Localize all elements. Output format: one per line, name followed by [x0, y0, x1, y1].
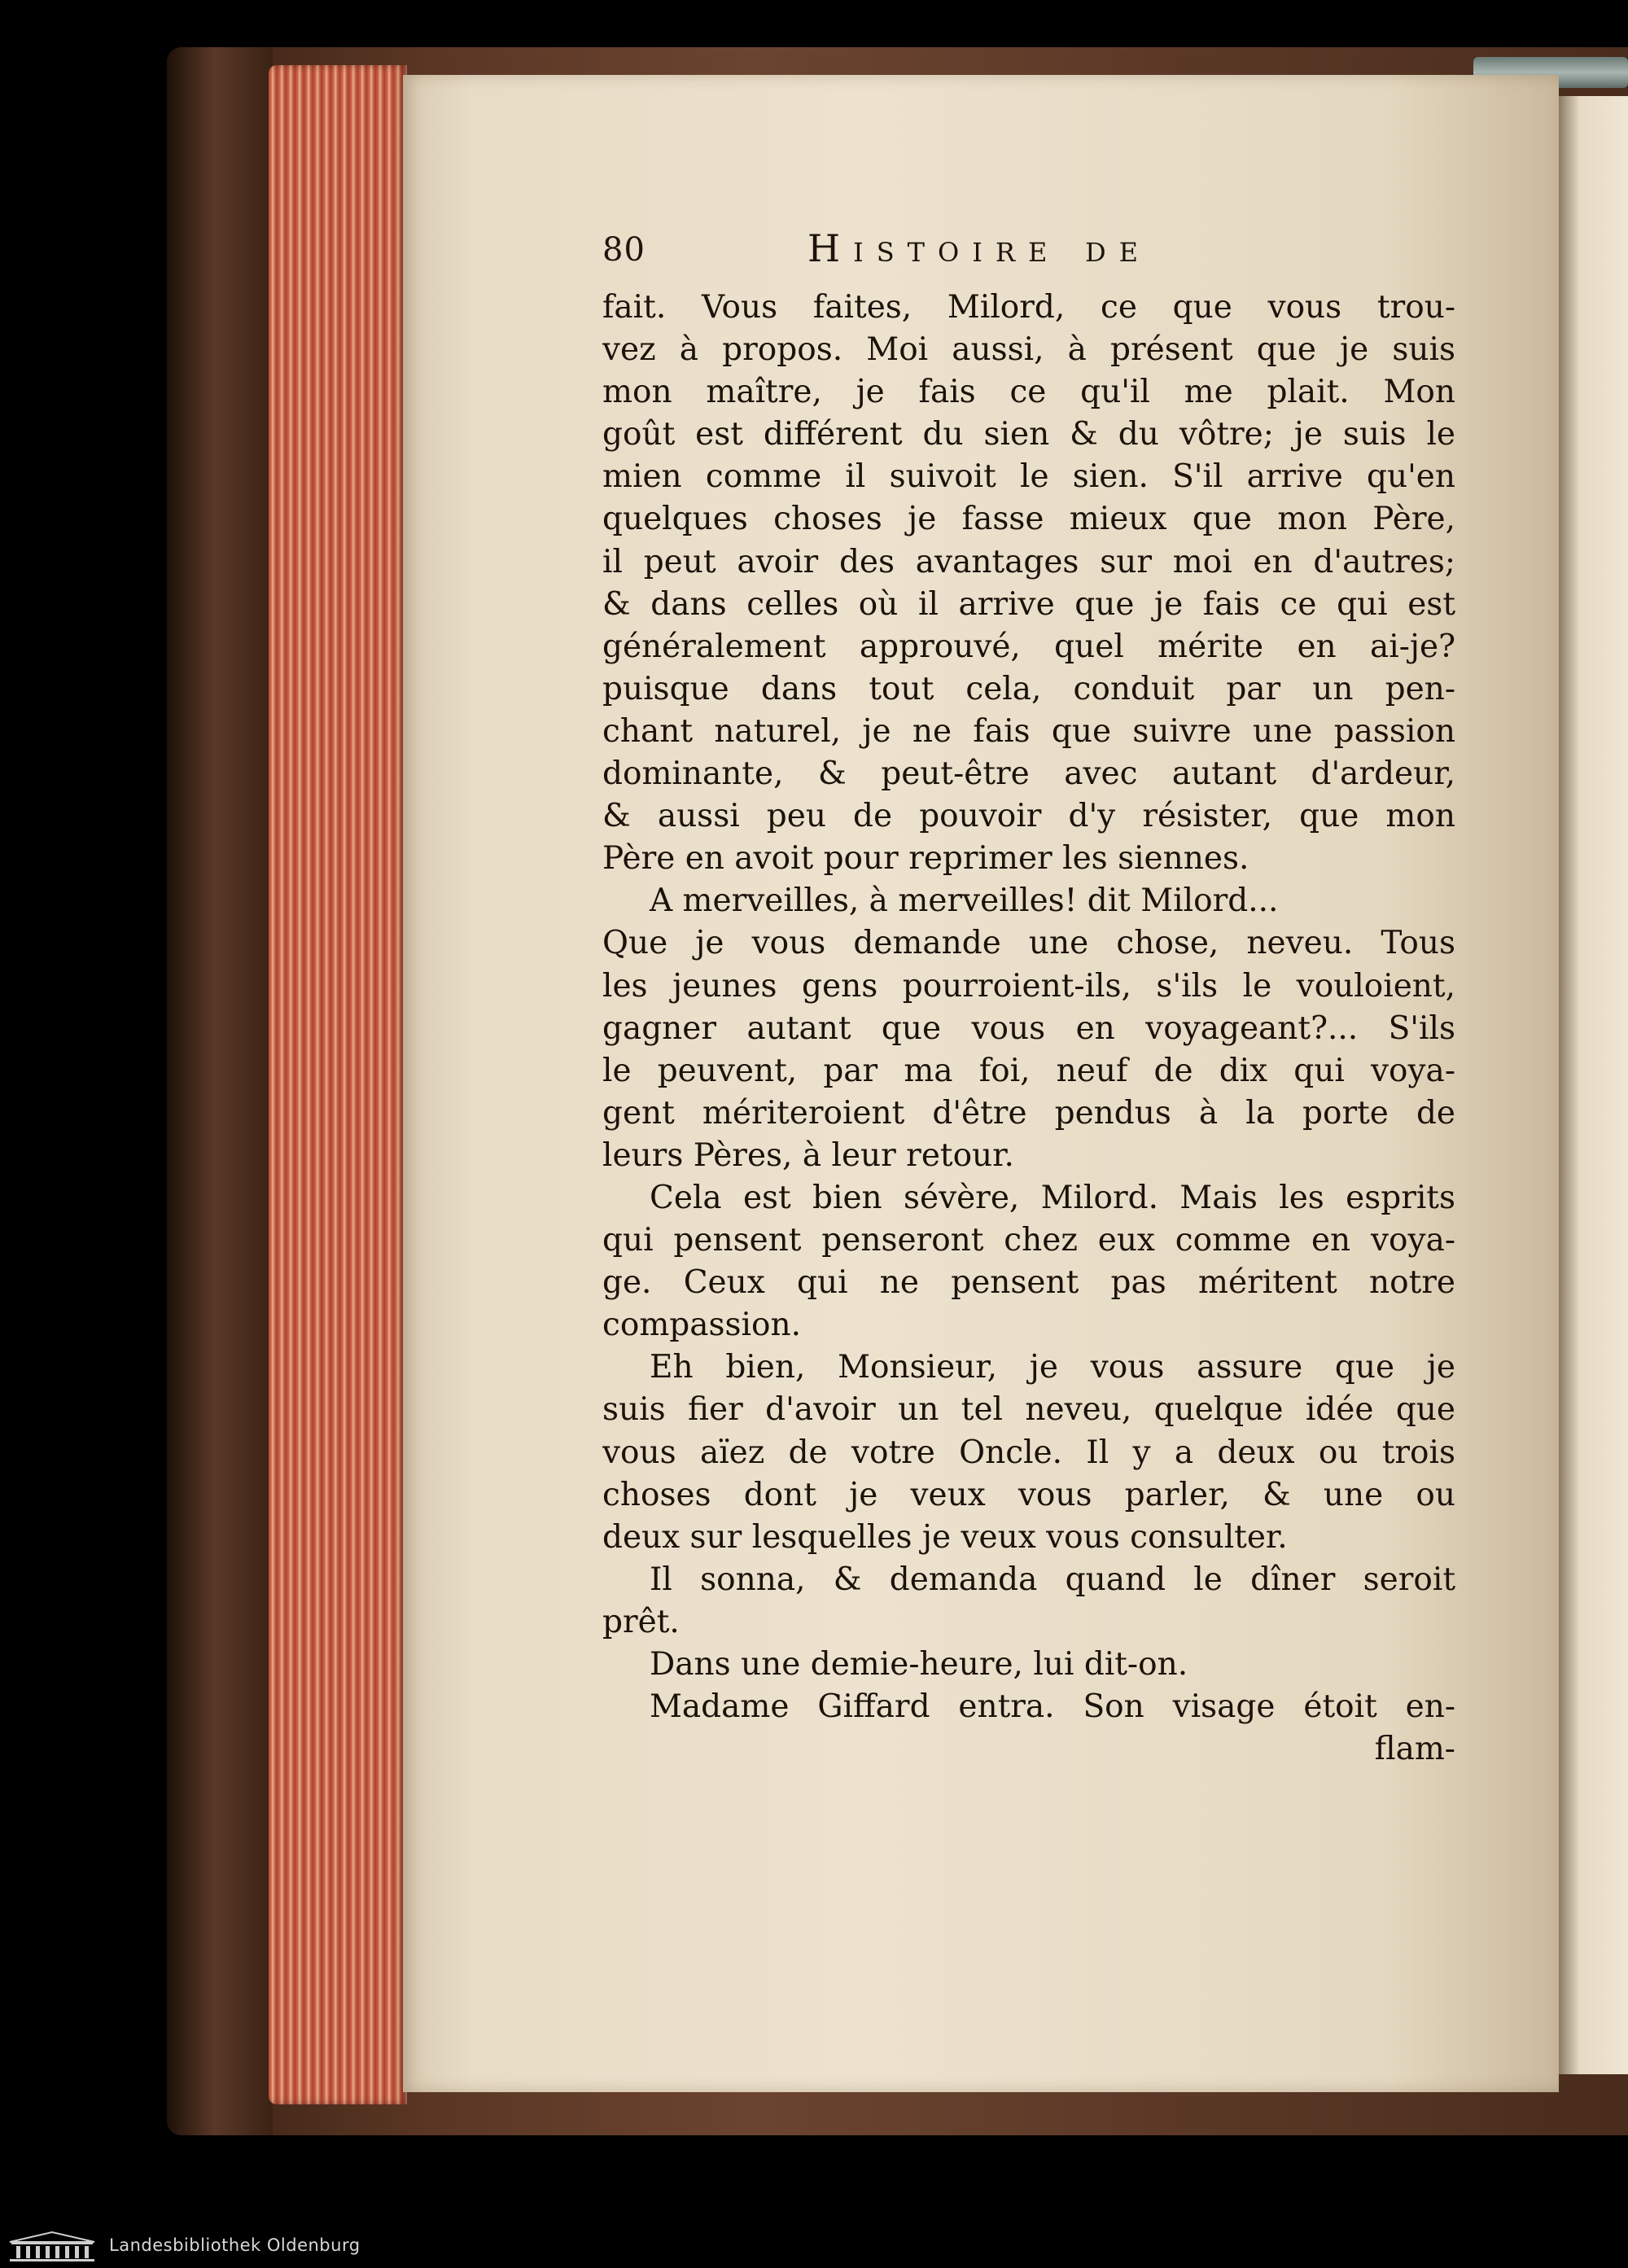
text-line: choses dont je veux vous parler, & une ou: [602, 1476, 1455, 1513]
text-line: mon maître, je fais ce qu'il me plait. Mon: [602, 374, 1455, 411]
text-line: puisque dans tout cela, conduit par un pen-: [602, 670, 1455, 707]
text-line: les jeunes gens pourroient-ils, s'ils le vouloient,: [602, 967, 1455, 1005]
facing-page: [1559, 96, 1628, 2074]
catchword: flam-: [1374, 1731, 1455, 1768]
text-line: Il sonna, & demanda quand le dîner seroit: [650, 1561, 1455, 1598]
text-line: ge. Ceux qui ne pensent pas méritent notre: [602, 1264, 1455, 1302]
text-line: il peut avoir des avantages sur moi en d'autres;: [602, 543, 1455, 580]
text-line: A merveilles, à merveilles! dit Milord...: [650, 882, 1279, 920]
text-line: quelques choses je fasse mieux que mon Père,: [602, 501, 1455, 538]
text-line: goût est différent du sien & du vôtre; je suis le: [602, 416, 1455, 453]
text-line: deux sur lesquelles je veux vous consulter.: [602, 1518, 1288, 1556]
text-line: fait. Vous faites, Milord, ce que vous trou-: [602, 289, 1455, 326]
text-line: Cela est bien sévère, Milord. Mais les esprits: [650, 1179, 1455, 1216]
text-line: mien comme il suivoit le sien. S'il arrive qu'en: [602, 458, 1455, 496]
text-line: suis fier d'avoir un tel neveu, quelque idée que: [602, 1391, 1455, 1429]
text-line: & dans celles où il arrive que je fais ce qui est: [602, 585, 1455, 623]
text-line: Dans une demie-heure, lui dit-on.: [650, 1646, 1188, 1683]
text-line: prêt.: [602, 1603, 680, 1640]
text-line: vous aïez de votre Oncle. Il y a deux ou trois: [602, 1434, 1455, 1471]
library-name: Landesbibliothek Oldenburg: [109, 2235, 361, 2255]
text-line: le peuvent, par ma foi, neuf de dix qui voya-: [602, 1052, 1455, 1089]
text-line: leurs Pères, à leur retour.: [602, 1136, 1014, 1174]
text-line: qui pensent penseront chez eux comme en voya-: [602, 1222, 1455, 1259]
running-title: Histoire de: [807, 226, 1151, 270]
text-line: compassion.: [602, 1307, 802, 1344]
text-line: gagner autant que vous en voyageant?... S'ils: [602, 1009, 1455, 1047]
text-line: Père en avoit pour reprimer les siennes.: [602, 840, 1249, 878]
page-edges: [269, 65, 407, 2104]
page-body: [602, 287, 1455, 1771]
text-line: gent mériteroient d'être pendus à la porte de: [602, 1094, 1455, 1132]
text-line: vez à propos. Moi aussi, à présent que je suis: [602, 331, 1455, 369]
library-building-icon: [7, 2231, 98, 2263]
text-line: dominante, & peut-être avec autant d'ardeur,: [602, 755, 1455, 793]
book-cover-edge: [167, 47, 273, 2135]
page-header: [602, 226, 1465, 283]
page-number: 80: [602, 231, 646, 269]
text-line: & aussi peu de pouvoir d'y résister, que mon: [602, 798, 1455, 835]
text-line: généralement approuvé, quel mérite en ai-je?: [602, 628, 1455, 665]
text-line: Que je vous demande une chose, neveu. Tous: [602, 925, 1455, 962]
text-line: chant naturel, je ne fais que suivre une passion: [602, 712, 1455, 750]
text-line: Eh bien, Monsieur, je vous assure que je: [650, 1349, 1455, 1386]
text-line: Madame Giffard entra. Son visage étoit en-: [650, 1688, 1455, 1726]
